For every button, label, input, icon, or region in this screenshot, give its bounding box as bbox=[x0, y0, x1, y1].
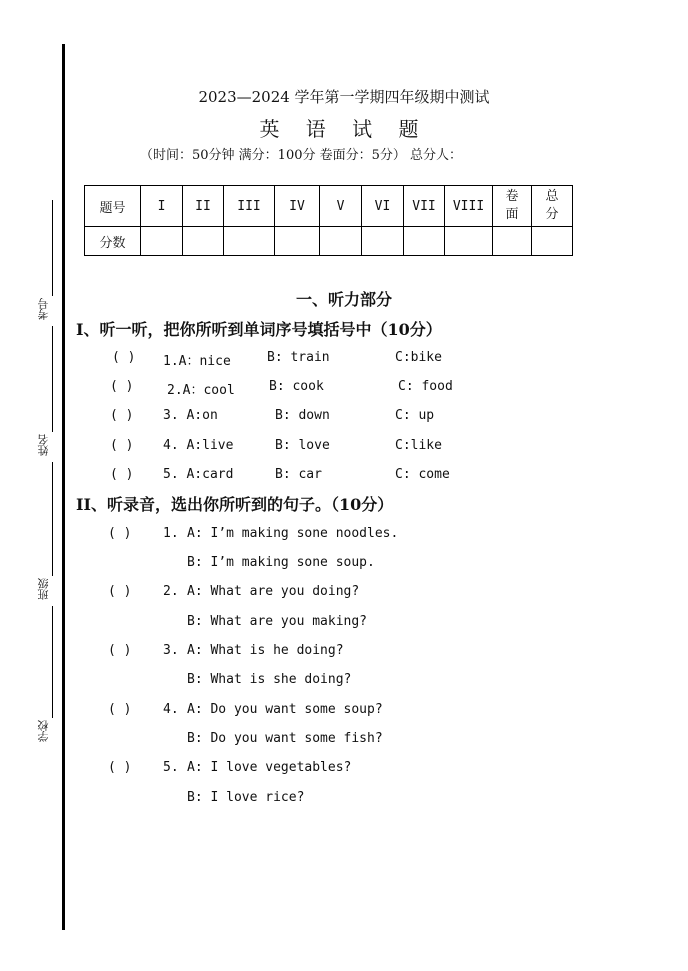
s1-option-c: C: up bbox=[395, 408, 435, 423]
s1-option-b: B: train bbox=[267, 350, 330, 365]
col-header: VIII bbox=[445, 186, 493, 227]
s1-option-b: B: down bbox=[275, 408, 330, 423]
s1-option-b: B: love bbox=[275, 438, 330, 453]
school-label: 学校 bbox=[37, 720, 50, 742]
s2-option-b: B: Do you want some fish? bbox=[187, 731, 383, 746]
s2-answer-paren[interactable]: ( ) bbox=[108, 526, 132, 541]
school-blank bbox=[52, 606, 53, 718]
score-cell[interactable] bbox=[493, 227, 532, 256]
s2-option-a: A: Do you want some soup? bbox=[187, 702, 383, 717]
s1-option-a: 3. A:on bbox=[163, 408, 218, 423]
exam-no-blank bbox=[52, 200, 53, 296]
s2-answer-paren[interactable]: ( ) bbox=[108, 584, 132, 599]
s1-option-a: 5. A:card bbox=[163, 467, 234, 482]
s2-option-a: A: What is he doing? bbox=[187, 643, 344, 658]
s1-option-c: C:like bbox=[395, 438, 442, 453]
exam-title: 2023—2024 学年第一学期四年级期中测试 bbox=[198, 88, 490, 106]
s2-option-b: B: What are you making? bbox=[187, 614, 368, 629]
section1-title: I、听一听，把你所听到单词序号填括号中（10分） bbox=[76, 320, 442, 339]
s2-option-b: B: I love rice? bbox=[187, 790, 305, 805]
class-blank bbox=[52, 462, 53, 576]
exam-info: （时间：50分钟 满分：100分 卷面分：5分） 总分人： bbox=[140, 148, 463, 163]
s1-option-a: 1.A：nice bbox=[163, 354, 231, 369]
s1-answer-paren[interactable]: ( ) bbox=[110, 408, 134, 423]
class-label: 班级 bbox=[37, 578, 50, 600]
score-cell[interactable] bbox=[404, 227, 445, 256]
row-label-number: 题号 bbox=[85, 186, 141, 227]
score-cell[interactable] bbox=[224, 227, 275, 256]
score-cell[interactable] bbox=[141, 227, 183, 256]
exam-no-label: 考号 bbox=[37, 298, 50, 320]
col-header: V bbox=[320, 186, 362, 227]
s2-question-number: 5. bbox=[163, 760, 179, 775]
name-label: 姓名 bbox=[37, 434, 50, 456]
s1-option-b: B: car bbox=[275, 467, 322, 482]
s1-answer-paren[interactable]: ( ) bbox=[110, 438, 134, 453]
s1-answer-paren[interactable]: ( ) bbox=[112, 350, 136, 365]
row-label-score: 分数 bbox=[85, 227, 141, 256]
s2-option-a: A: I love vegetables? bbox=[187, 760, 352, 775]
score-cell[interactable] bbox=[362, 227, 404, 256]
s2-option-b: B: What is she doing? bbox=[187, 672, 352, 687]
col-header: III bbox=[224, 186, 275, 227]
s2-question-number: 1. bbox=[163, 526, 179, 541]
col-header: VII bbox=[404, 186, 445, 227]
s2-answer-paren[interactable]: ( ) bbox=[108, 760, 132, 775]
score-cell[interactable] bbox=[183, 227, 224, 256]
subject-title: 英 语 试 题 bbox=[259, 117, 429, 141]
s2-answer-paren[interactable]: ( ) bbox=[108, 702, 132, 717]
s2-option-b: B: I’m making sone soup. bbox=[187, 555, 375, 570]
s2-option-a: A: What are you doing? bbox=[187, 584, 360, 599]
col-header: VI bbox=[362, 186, 404, 227]
s1-option-b: B: cook bbox=[269, 379, 324, 394]
col-header: IV bbox=[275, 186, 320, 227]
score-cell[interactable] bbox=[275, 227, 320, 256]
s1-answer-paren[interactable]: ( ) bbox=[110, 467, 134, 482]
s1-option-a: 2.A：cool bbox=[167, 383, 235, 398]
s2-question-number: 3. bbox=[163, 643, 179, 658]
part-title: 一、听力部分 bbox=[295, 290, 392, 309]
s1-option-c: C:bike bbox=[395, 350, 442, 365]
score-table bbox=[84, 185, 573, 256]
col-header-total: 总分 bbox=[532, 186, 573, 227]
col-header-neatness: 卷面 bbox=[493, 186, 532, 227]
s1-option-a: 4. A:live bbox=[163, 438, 234, 453]
s2-question-number: 2. bbox=[163, 584, 179, 599]
col-header: II bbox=[183, 186, 224, 227]
s1-answer-paren[interactable]: ( ) bbox=[110, 379, 134, 394]
s2-option-a: A: I’m making sone noodles. bbox=[187, 526, 399, 541]
score-cell[interactable] bbox=[445, 227, 493, 256]
s2-question-number: 4. bbox=[163, 702, 179, 717]
s2-answer-paren[interactable]: ( ) bbox=[108, 643, 132, 658]
s1-option-c: C: come bbox=[395, 467, 450, 482]
score-cell[interactable] bbox=[532, 227, 573, 256]
section2-title: II、听录音，选出你所听到的句子。（10分） bbox=[76, 495, 394, 514]
name-blank bbox=[52, 326, 53, 432]
binding-line bbox=[62, 44, 65, 930]
score-cell[interactable] bbox=[320, 227, 362, 256]
col-header: I bbox=[141, 186, 183, 227]
s1-option-c: C: food bbox=[398, 379, 453, 394]
